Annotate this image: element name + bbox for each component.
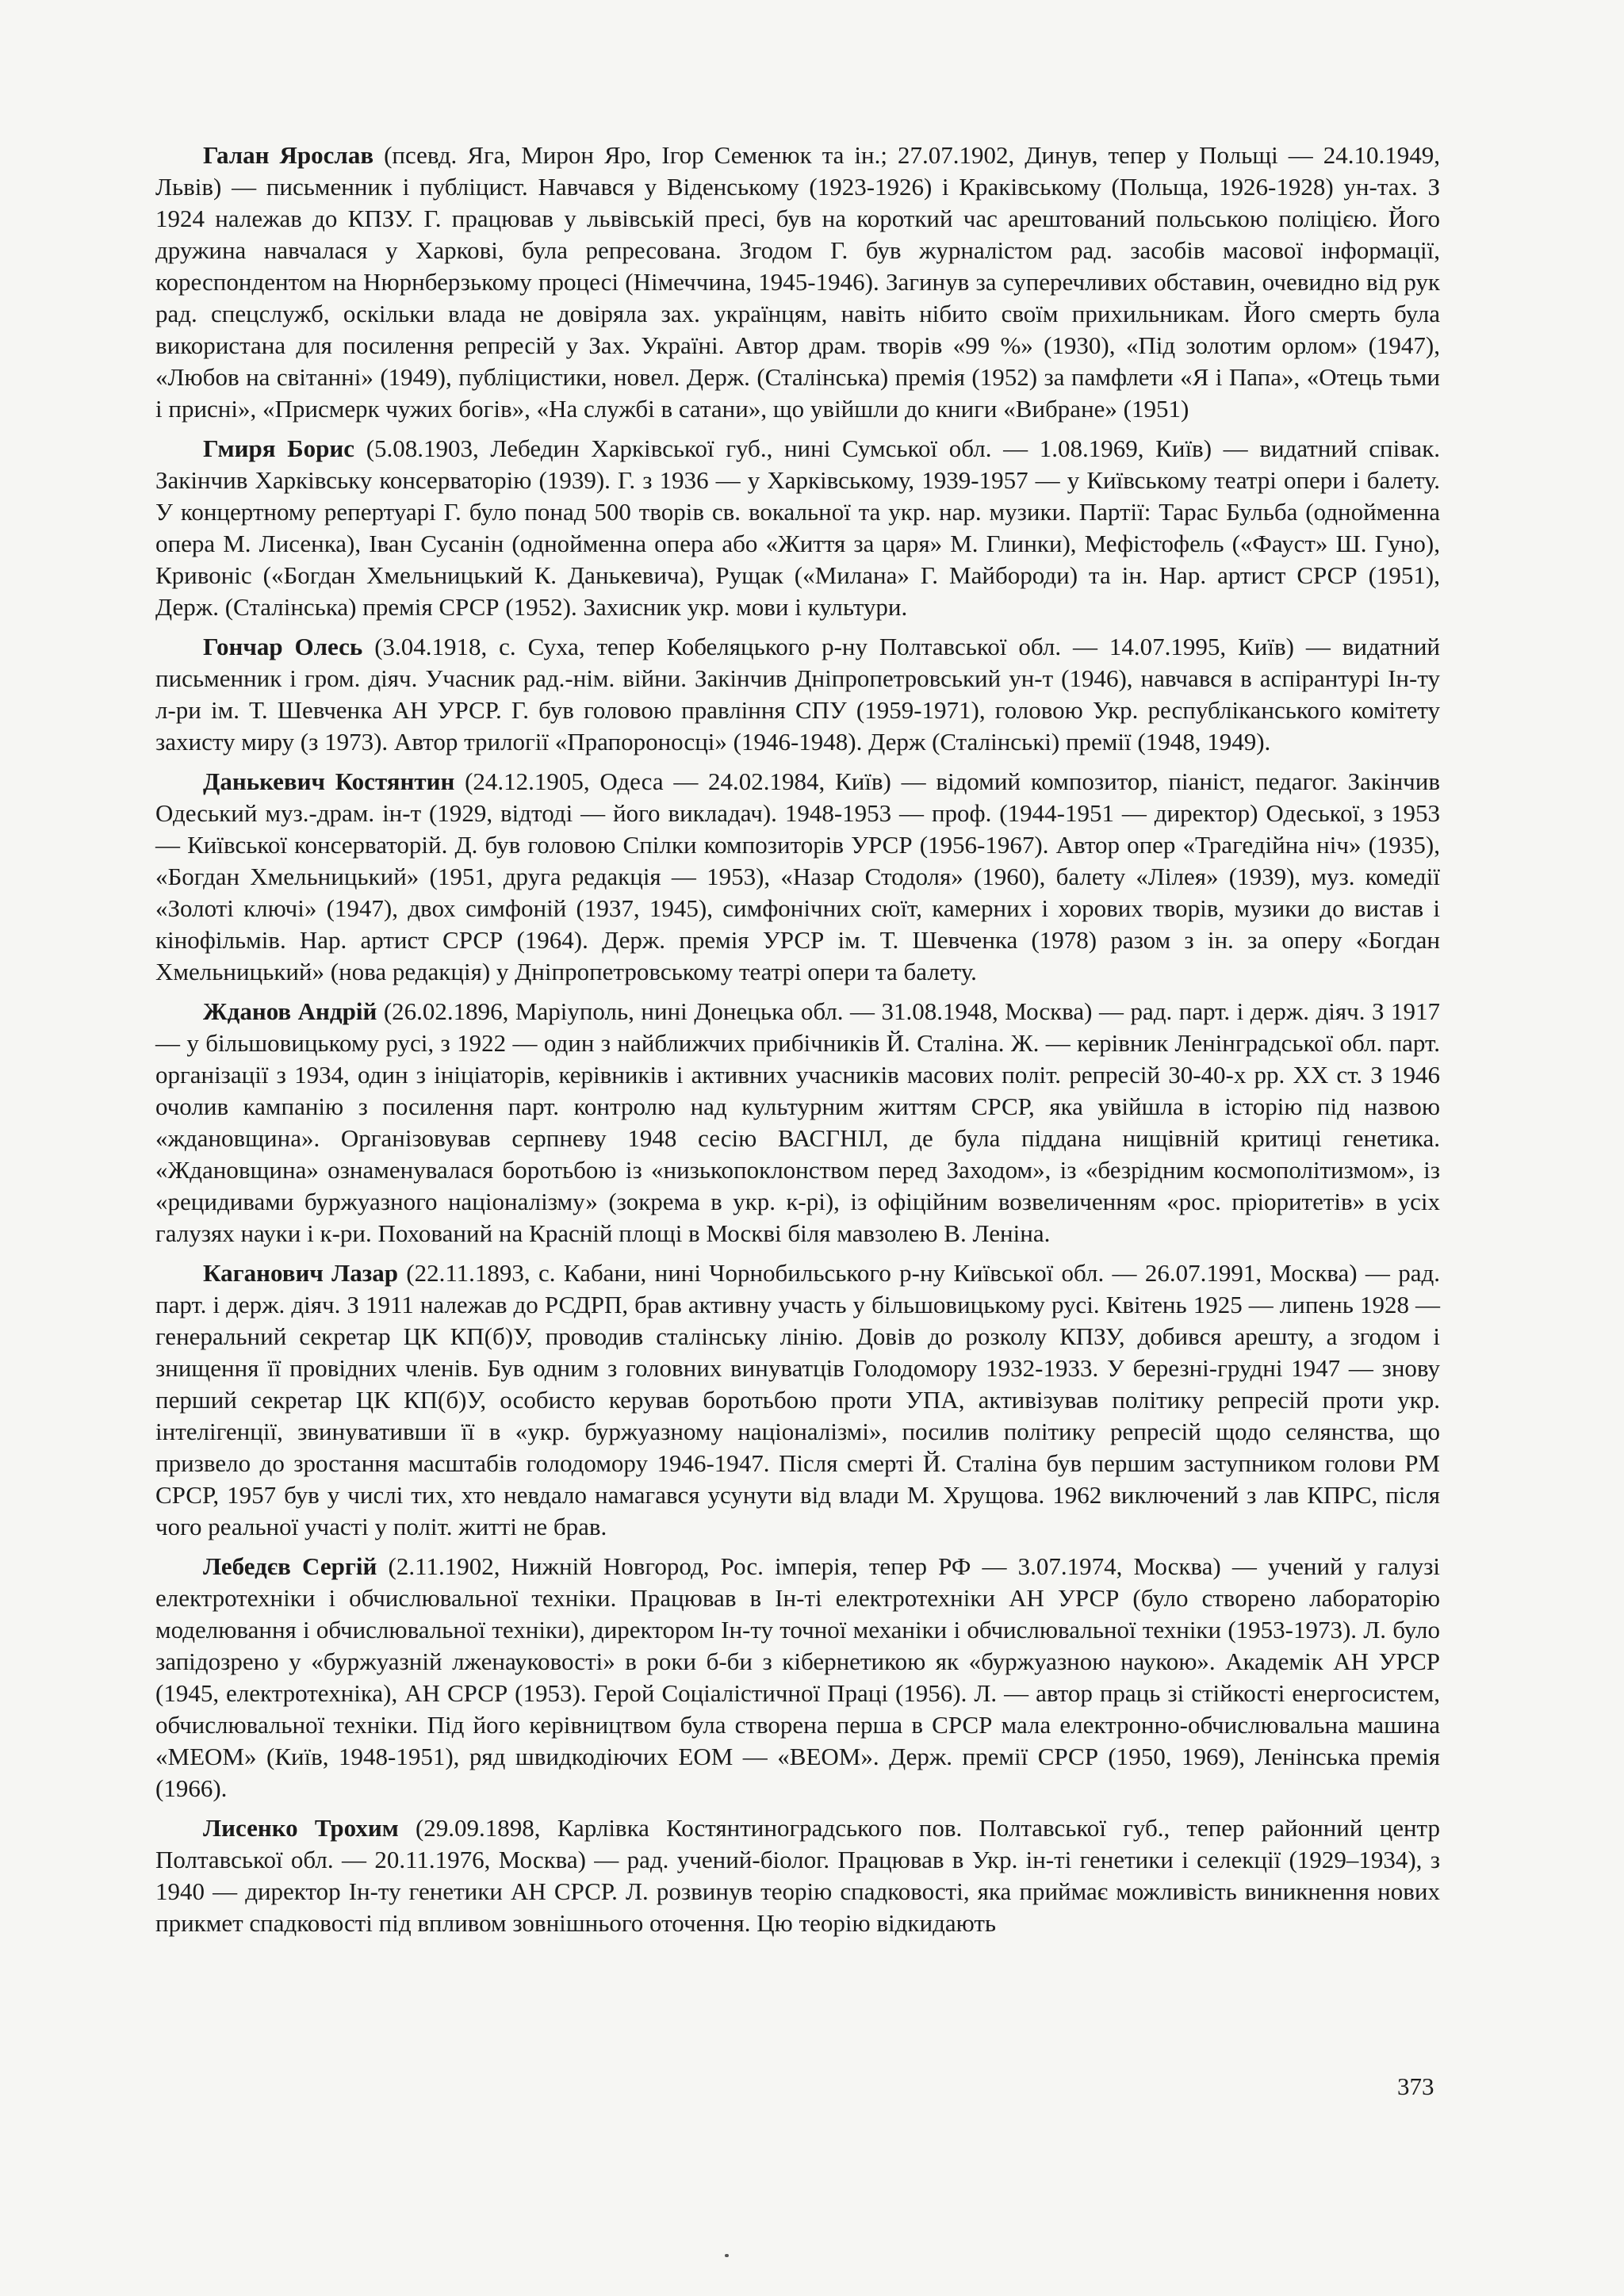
entry-text: (псевд. Яга, Мирон Яро, Ігор Семенюк та ін.; 27.07.1902, Динув, тепер у Польщі — 24.10.1949, Львів) — письменник і публіцист. Навчався у Віденському (1923-1926) і Краківському (Польща, 1926-1928) ун-тах. З 1924 належав до КПЗУ. Г. працював у львівській пресі, був на короткий час арештований польською поліцією. Його дружина навчалася у Харкові, була репресована. Згодом Г. був журналістом рад. засобів масової інформації, кореспондентом на Нюрнберзькому процесі (Німеччина, 1945-1946). Загинув за суперечливих обставин, очевидно від рук рад. спецслужб, оскільки влада не довіряла зах. українцям, навіть нібито своїм прихильникам. Його смерть була використана для посилення репресій у Зах. Україні. Автор драм. творів «99 %» (1930), «Під золотим орлом» (1947), «Любов на світанні» (1949), публіцистики, новел. Держ. (Сталінська) премія (1952) за памфлети «Я і Папа», «Отець тьми і присні», «Присмерк чужих богів», «На службі в сатани», що увійшли до книги «Вибране» (1951) bbox=[155, 141, 1440, 423]
entry-name: Гмиря Борис bbox=[203, 434, 355, 462]
entry-text: (29.09.1898, Карлівка Костянтиноградського пов. Полтавської губ., тепер районний центр Полтавської обл. — 20.11.1976, Москва) — рад. учений-біолог. Працював в Укр. ін-ті генетики і селекції (1929–1934), з 1940 — директор Ін-ту генетики АН СРСР. Л. розвинув теорію спадковості, яка приймає можливість виникнення нових прикмет спадковості під впливом зовнішнього оточення. Цю теорію відкидають bbox=[155, 1814, 1440, 1937]
entry-name: Лебедєв Сергій bbox=[203, 1552, 377, 1580]
entry-name: Гончар Олесь bbox=[203, 633, 363, 660]
entry-honchar bbox=[155, 631, 1440, 758]
document-body bbox=[155, 140, 1440, 1947]
entry-text: (26.02.1896, Маріуполь, нині Донецька обл. — 31.08.1948, Москва) — рад. парт. і держ. діяч. З 1917 — у більшовицькому русі, з 1922 — один з найближчих прибічників Й. Сталіна. Ж. — керівник Ленінградської обл. парт. організації з 1934, один з ініціаторів, керівників і активних учасників масових політ. репресій 30-40-х рр. XX ст. З 1946 очолив кампанію з посилення парт. контролю над культурним життям СРСР, яка увійшла в історію під назвою «ждановщина». Організовував серпневу 1948 сесію ВАСГНІЛ, де була піддана нищівній критиці генетика. «Ждановщина» ознаменувалася боротьбою із «низькопоклонством перед Заходом», із «безрідним космополітизмом», із «рецидивами буржуазного націоналізму» (зокрема в укр. к-рі), із офіційним возвеличенням «рос. пріоритетів» в усіх галузях науки і к-ри. Похований на Красній площі в Москві біля мавзолею В. Леніна. bbox=[155, 997, 1440, 1247]
entry-lebedev bbox=[155, 1551, 1440, 1804]
entry-dankevych bbox=[155, 766, 1440, 988]
entry-kahanovych bbox=[155, 1257, 1440, 1543]
entry-name: Галан Ярослав bbox=[203, 141, 374, 169]
entry-text: (2.11.1902, Нижній Новгород, Рос. імперія, тепер РФ — 3.07.1974, Москва) — учений у галузі електротехніки і обчислювальної техніки. Працював в Ін-ті електротехніки АН УРСР (було створено лабораторію моделювання і обчислювальної техніки), директором Ін-ту точної механіки і обчислювальної техніки (1953-1973). Л. було запідозрено у «буржуазній лженауковості» в роки б-би з кібернетикою як «буржуазною наукою». Академік АН УРСР (1945, електротехніка), АН СРСР (1953). Герой Соціалістичної Праці (1956). Л. — автор праць зі стійкості енергосистем, обчислювальної техніки. Під його керівництвом була створена перша в СРСР мала електронно-обчислювальна машина «МЕОМ» (Київ, 1948-1951), ряд швидкодіючих ЕОМ — «ВЕОМ». Держ. премії СРСР (1950, 1969), Ленінська премія (1966). bbox=[155, 1552, 1440, 1802]
page-number: 373 bbox=[1397, 2072, 1434, 2100]
entry-name: Каганович Лазар bbox=[203, 1259, 398, 1287]
entry-name: Данькевич Костянтин bbox=[203, 767, 455, 795]
scan-speck bbox=[725, 2254, 729, 2257]
entry-text: (5.08.1903, Лебедин Харківської губ., нині Сумської обл. — 1.08.1969, Київ) — видатний співак. Закінчив Харківську консерваторію (1939). Г. з 1936 — у Харківському, 1939-1957 — у Київському театрі опери і балету. У концертному репертуарі Г. було понад 500 творів св. вокальної та укр. нар. музики. Партії: Тарас Бульба (однойменна опера М. Лисенка), Іван Сусанін (однойменна опера або «Життя за царя» М. Глинки), Мефістофель («Фауст» Ш. Гуно), Кривоніс («Богдан Хмельницький К. Данькевича), Рущак («Милана» Г. Майбороди) та ін. Нар. артист СРСР (1951), Держ. (Сталінська) премія СРСР (1952). Захисник укр. мови і культури. bbox=[155, 434, 1441, 621]
entry-name: Жданов Андрій bbox=[203, 997, 377, 1025]
entry-galan bbox=[155, 140, 1440, 425]
entry-lysenko bbox=[155, 1812, 1440, 1939]
entry-text: (24.12.1905, Одеса — 24.02.1984, Київ) — відомий композитор, піаніст, педагог. Закінчив Одеський муз.-драм. ін-т (1929, відтоді — його викладач). 1948-1953 — проф. (1944-1951 — директор) Одеської, з 1953 — Київської консерваторій. Д. був головою Спілки композиторів УРСР (1956-1967). Автор опер «Трагедійна ніч» (1935), «Богдан Хмельницький» (1951, друга редакція — 1953), «Назар Стодоля» (1960), балету «Лілея» (1939), муз. комедії «Золоті ключі» (1947), двох симфоній (1937, 1945), симфонічних сюїт, камерних і хорових творів, музики до вистав і кінофільмів. Нар. артист СРСР (1964). Держ. премія УРСР ім. Т. Шевченка (1978) разом з ін. за оперу «Богдан Хмельницький» (нова редакція) у Дніпропетровському театрі опери та балету. bbox=[155, 767, 1440, 985]
entry-text: (22.11.1893, с. Кабани, нині Чорнобильського р-ну Київської обл. — 26.07.1991, Москва) — рад. парт. і держ. діяч. З 1911 належав до РСДРП, брав активну участь у більшовицькому русі. Квітень 1925 — липень 1928 — генеральний секретар ЦК КП(б)У, проводив сталінську лінію. Довів до розколу КПЗУ, добився арешту, а згодом і знищення її провідних членів. Був одним з головних винуватців Голодомору 1932-1933. У березні-грудні 1947 — знову перший секретар ЦК КП(б)У, особисто керував боротьбою проти УПА, активізував політику репресій проти укр. інтелігенції, звинувативши її в «укр. буржуазному націоналізмі», посилив політику репресій щодо селянства, що призвело до зростання масштабів голодомору 1946-1947. Після смерті Й. Сталіна був першим заступником голови РМ СРСР, 1957 був у числі тих, хто невдало намагався усунути від влади М. Хрущова. 1962 виключений з лав КПРС, після чого реальної участі у політ. житті не брав. bbox=[155, 1259, 1440, 1540]
entry-text: (3.04.1918, с. Суха, тепер Кобеляцького р-ну Полтавської обл. — 14.07.1995, Київ) — видатний письменник і гром. діяч. Учасник рад.-нім. війни. Закінчив Дніпропетровський ун-т (1946), навчався в аспірантурі Ін-ту л-ри ім. Т. Шевченка АН УРСР. Г. був головою правління СПУ (1959-1971), головою Укр. республіканського комітету захисту миру (з 1973). Автор трилогії «Прапороносці» (1946-1948). Держ (Сталінські) премії (1948, 1949). bbox=[155, 633, 1441, 756]
entry-zhdanov bbox=[155, 996, 1440, 1249]
entry-name: Лисенко Трохим bbox=[203, 1814, 399, 1842]
entry-hmyria bbox=[155, 433, 1440, 623]
